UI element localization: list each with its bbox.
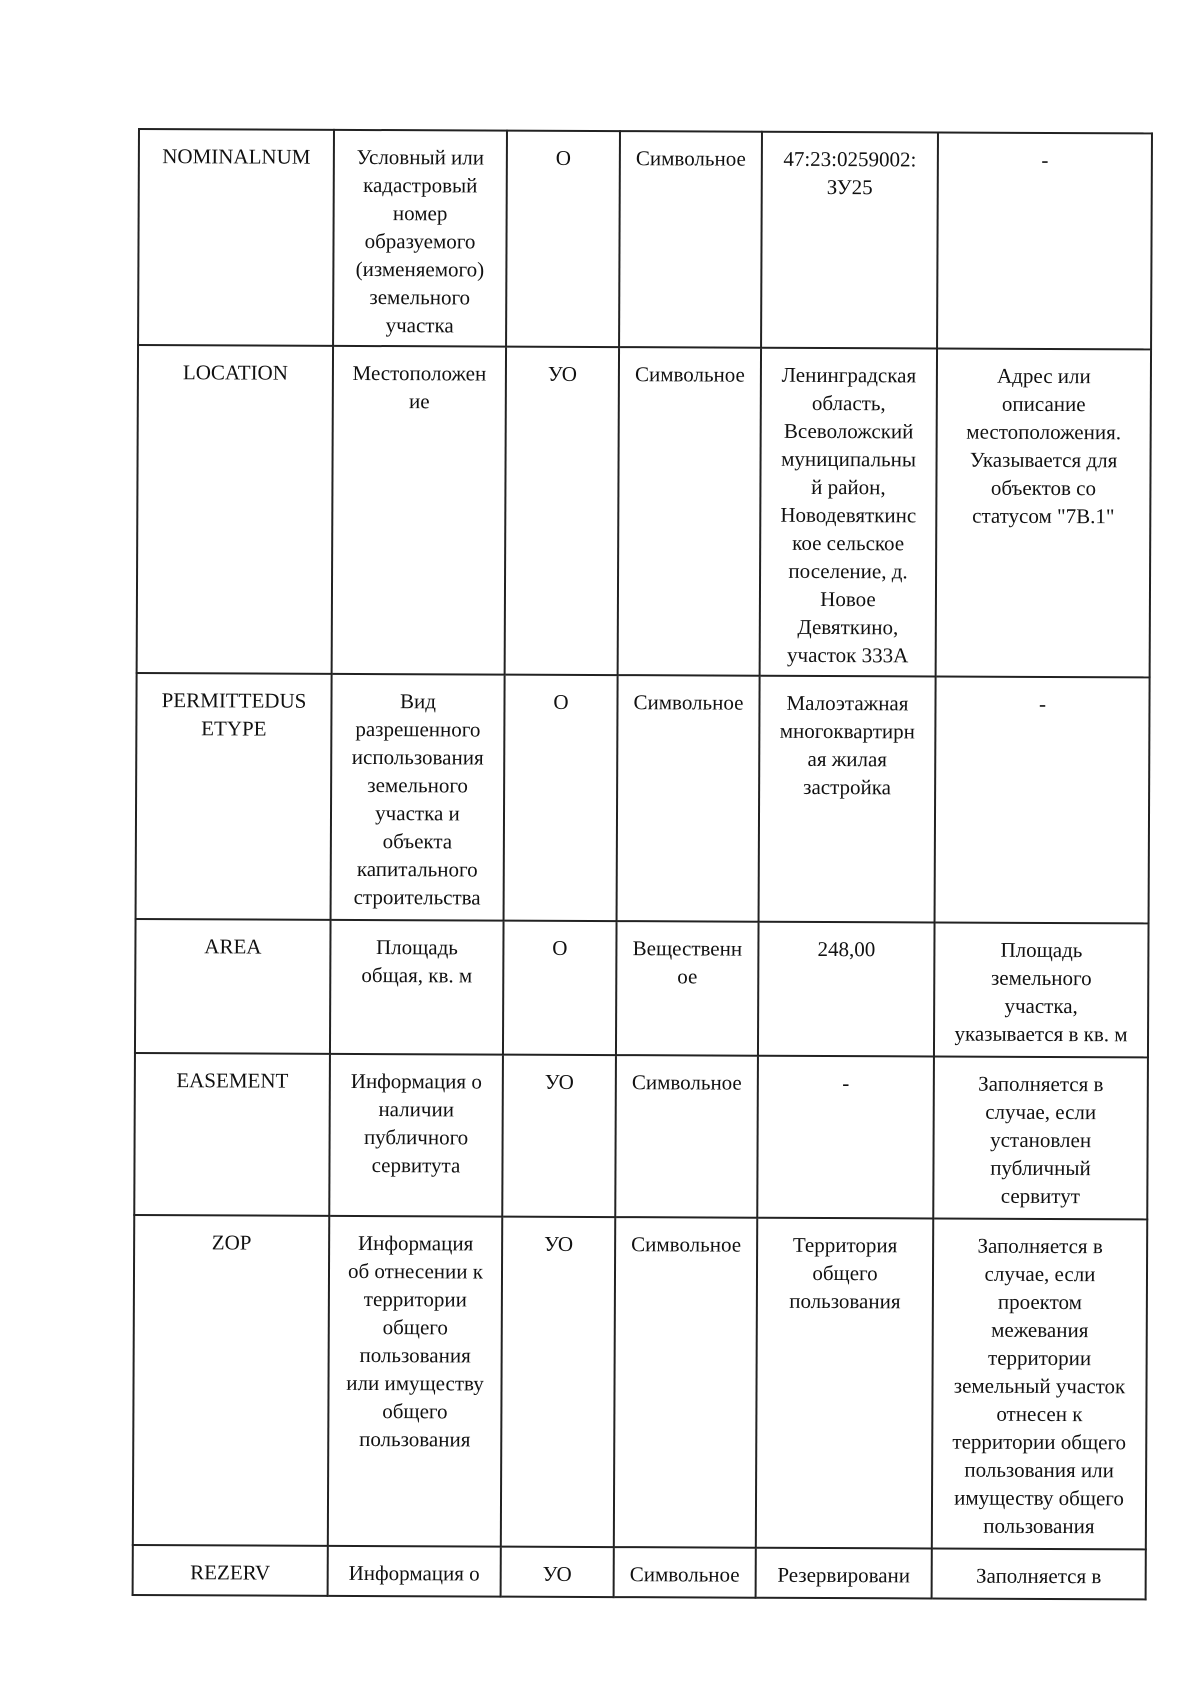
field-note: Заполняется в случае, если проектом межевания территории земельный участок отнесен к территории общего пользования или имуществу общего пользования <box>932 1218 1147 1549</box>
field-name: Информация о наличии публичного сервитута <box>329 1054 503 1217</box>
field-note: Площадь земельного участка, указывается в кв. м <box>934 922 1149 1057</box>
field-type: Символьное <box>614 1217 757 1548</box>
field-type: Символьное <box>617 675 760 922</box>
field-note: Заполняется в <box>932 1548 1146 1599</box>
field-name: Информация об отнесении к территории общего пользования или имуществу общего пользования <box>328 1216 502 1547</box>
field-type: Символьное <box>614 1547 756 1598</box>
field-name: Площадь общая, кв. м <box>330 920 504 1055</box>
field-name: Вид разрешенного использования земельного участка и объекта капитального строительства <box>331 674 505 921</box>
field-note: Адрес или описание местоположения. Указывается для объектов со статусом "7В.1" <box>936 348 1151 677</box>
field-obligation: УО <box>505 347 619 675</box>
field-value: Резервировани <box>756 1548 932 1599</box>
document-page <box>132 128 1151 1600</box>
attributes-table <box>132 128 1153 1600</box>
field-code: LOCATION <box>137 345 333 674</box>
field-obligation: УО <box>502 1055 616 1217</box>
field-type: Вещественн ое <box>616 921 759 1056</box>
field-note: - <box>937 132 1152 349</box>
field-obligation: УО <box>501 1217 615 1547</box>
field-note: Заполняется в случае, если установлен публичный сервитут <box>933 1056 1148 1219</box>
field-type: Символьное <box>619 131 762 348</box>
table-row <box>134 1053 1148 1219</box>
field-value: Территория общего пользования <box>756 1218 933 1549</box>
field-obligation: О <box>503 921 617 1055</box>
field-code: EASEMENT <box>134 1053 330 1216</box>
table-row <box>137 345 1151 677</box>
field-name: Условный или кадастровый номер образуемого (изменяемого) земельного участка <box>333 130 507 347</box>
field-type: Символьное <box>615 1055 758 1218</box>
field-code: PERMITTEDUS ETYPE <box>136 673 332 920</box>
field-obligation: О <box>504 675 618 921</box>
field-value: - <box>757 1056 934 1219</box>
table-row <box>138 129 1152 349</box>
field-code: ZOP <box>133 1215 329 1546</box>
field-code: NOMINALNUM <box>138 129 334 346</box>
field-value: 47:23:0259002: ЗУ25 <box>761 132 938 349</box>
field-value: Ленинградская область, Всеволожский муниципальны й район, Новодевяткинс кое сельское поселение, д. Новое Девяткино, участок 333А <box>760 348 937 677</box>
table-row <box>135 919 1149 1057</box>
field-name: Местоположен ие <box>332 346 506 675</box>
field-value: Малоэтажная многоквартирн ая жилая застройка <box>759 676 936 923</box>
field-value: 248,00 <box>758 922 935 1057</box>
field-note: - <box>935 676 1150 923</box>
field-obligation: УО <box>501 1547 614 1597</box>
field-type: Символьное <box>618 347 761 676</box>
table-row <box>136 673 1150 923</box>
field-code: REZERV <box>133 1545 328 1596</box>
field-code: AREA <box>135 919 331 1054</box>
table-row <box>133 1545 1146 1599</box>
field-name: Информация о <box>328 1546 501 1597</box>
field-obligation: О <box>506 131 620 347</box>
table-row <box>133 1215 1147 1549</box>
